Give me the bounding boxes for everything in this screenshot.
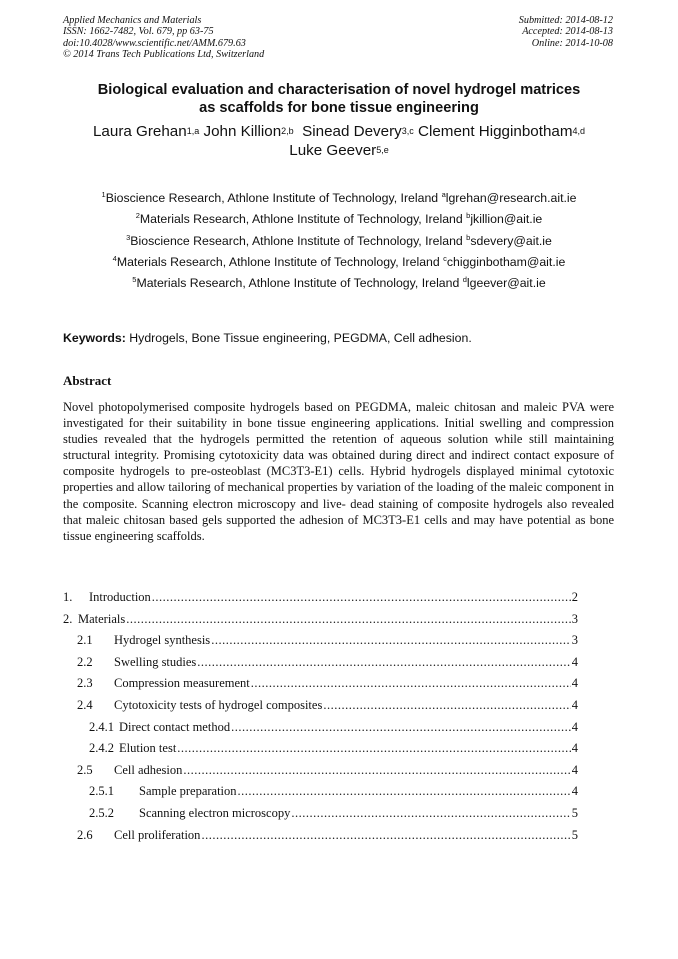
toc-page-number: 4 <box>571 676 578 691</box>
toc-number: 1. <box>63 590 73 604</box>
table-of-contents <box>63 587 578 846</box>
paper-title <box>40 81 638 117</box>
toc-number: 2.2 <box>77 654 93 669</box>
email-letter: b <box>466 232 471 242</box>
toc-leader <box>238 781 571 803</box>
toc-page-number: 5 <box>571 805 578 820</box>
toc-title: Cell proliferation <box>114 827 201 842</box>
toc-title: Sample preparation <box>139 784 237 799</box>
toc-entry-hydrogel-synthesis[interactable] <box>63 630 578 652</box>
toc-leader <box>231 717 571 739</box>
toc-entry-cell-adhesion[interactable] <box>63 760 578 782</box>
title-line-1: Biological evaluation and characterisation of novel hydrogel matrices <box>97 82 581 98</box>
author-list <box>40 123 638 160</box>
toc-leader <box>291 803 570 825</box>
toc-number: 2.5.1 <box>89 784 114 799</box>
email-letter: b <box>466 211 471 221</box>
abstract-body: Novel photopolymerised composite hydrogels based on PEGDMA, maleic chitosan and maleic PVA were investigated for their suitability in bone tissue engineering applications. Initial swelling and compression studies revealed that the hydrogels permitted the retention of aqueous solution while still maintaining structural integrity. Promising cytotoxicity data was obtained during direct and indirect contact exposure of composite hydrogels to pre-osteoblast (MC3T3-E1) cells. Hybrid hydrogels displayed minimal cytotoxic properties and allow tailoring of mechanical properties by variation of the loading of the maleic component in the composite. Scanning electron microscopy and live- dead staining of composite hydrogels also revealed that maleic chitosan based gels supported the adhesion of MC3T3-E1 cells and may have potential as bone tissue engineering scaffolds. <box>63 400 614 543</box>
affiliation-item <box>40 209 638 230</box>
toc-number: 2. <box>63 611 73 626</box>
affiliation-number: 2 <box>135 211 140 221</box>
journal-name: Applied Mechanics and Materials <box>63 15 202 26</box>
online-date: Online: 2014-10-08 <box>531 37 613 49</box>
author-affil-mark: 5,e <box>376 144 389 155</box>
toc-leader <box>177 738 570 760</box>
toc-number: 2.3 <box>77 676 93 691</box>
toc-page-number: 3 <box>571 611 578 626</box>
journal-info <box>63 15 264 61</box>
toc-page-number: 4 <box>571 654 578 669</box>
toc-number: 2.4 <box>77 697 93 712</box>
toc-page-number: 4 <box>571 741 578 756</box>
toc-leader <box>201 825 570 847</box>
toc-entry-sample-preparation[interactable] <box>63 781 578 803</box>
toc-leader <box>211 630 571 652</box>
affiliation-number: 5 <box>132 275 137 285</box>
toc-leader <box>323 695 570 717</box>
toc-entry-scanning-electron-microscopy[interactable] <box>63 803 578 825</box>
title-line-2: as scaffolds for bone tissue engineering <box>199 100 479 116</box>
author-affil-mark: 2,b <box>281 126 294 136</box>
toc-title: Direct contact method <box>119 719 231 734</box>
author-affil-mark: 3,c <box>401 126 414 136</box>
toc-title: Swelling studies <box>114 654 197 669</box>
author-email[interactable]: chigginbotham@ait.ie <box>446 254 566 269</box>
journal-doi: doi:10.4028/www.scientific.net/AMM.679.63 <box>63 37 246 49</box>
affiliation-text: Bioscience Research, Athlone Institute of Technology, Ireland <box>105 191 442 205</box>
toc-title: Elution test <box>119 741 177 756</box>
publication-dates <box>519 15 613 49</box>
toc-title: Cytotoxicity tests of hydrogel composites <box>114 697 323 712</box>
toc-title: Hydrogel synthesis <box>114 633 211 648</box>
affiliation-number: 4 <box>112 253 117 263</box>
author-name: Luke Geever <box>289 141 377 159</box>
journal-copyright: © 2014 Trans Tech Publications Ltd, Switzerland <box>63 49 265 61</box>
author-affil-mark: 1,a <box>186 126 200 136</box>
toc-title: Materials <box>78 611 126 626</box>
toc-leader <box>126 609 571 631</box>
toc-title: Compression measurement <box>114 676 250 691</box>
toc-entry-swelling-studies[interactable] <box>63 652 578 674</box>
affiliation-text: Bioscience Research, Athlone Institute of Technology, Ireland <box>130 233 467 248</box>
toc-leader <box>251 673 571 695</box>
toc-title: Introduction <box>89 590 151 604</box>
author-email[interactable]: lgrehan@research.ait.ie <box>445 191 577 205</box>
affiliation-text: Materials Research, Athlone Institute of Technology, Ireland <box>136 276 463 291</box>
toc-entry-cytotoxicity-tests[interactable] <box>63 695 578 717</box>
toc-title: Cell adhesion <box>114 762 183 777</box>
toc-entry-introduction[interactable] <box>63 587 578 609</box>
author-name: Sinead Devery <box>302 123 402 140</box>
toc-leader <box>152 587 571 609</box>
author-name: Clement Higginbotham <box>418 123 573 140</box>
affiliation-text: Materials Research, Athlone Institute of Technology, Ireland <box>116 254 444 269</box>
toc-number: 2.6 <box>77 827 93 842</box>
author-name: John Killion <box>203 123 282 140</box>
keywords-label: Keywords: <box>63 331 126 345</box>
toc-page-number: 4 <box>571 784 578 799</box>
toc-leader <box>197 652 570 674</box>
keywords-text: Hydrogels, Bone Tissue engineering, PEGDMA, Cell adhesion. <box>125 331 472 345</box>
affiliation-item <box>40 252 638 273</box>
submitted-date: Submitted: 2014-08-12 <box>518 15 613 26</box>
email-letter: c <box>443 253 447 263</box>
author-email[interactable]: lgeever@ait.ie <box>466 276 546 291</box>
author-email[interactable]: sdevery@ait.ie <box>470 233 552 248</box>
authors-line-1 <box>40 123 638 142</box>
toc-entry-elution-test[interactable] <box>63 738 578 760</box>
toc-number: 2.1 <box>77 633 93 648</box>
toc-number: 2.5.2 <box>89 805 114 820</box>
author-affil-mark: 4,d <box>572 126 586 136</box>
toc-number: 2.5 <box>77 762 93 777</box>
toc-page-number: 2 <box>571 590 578 604</box>
affiliation-item <box>40 273 638 294</box>
affiliation-item <box>40 231 638 252</box>
toc-page-number: 4 <box>571 697 578 712</box>
abstract-heading: Abstract <box>63 373 112 388</box>
toc-page-number: 4 <box>571 762 578 777</box>
author-name: Laura Grehan <box>92 123 187 140</box>
affiliation-number: 1 <box>101 190 106 199</box>
accepted-date: Accepted: 2014-08-13 <box>522 26 613 38</box>
toc-entry-compression-measurement[interactable] <box>63 673 578 695</box>
toc-page-number: 3 <box>571 633 578 648</box>
keywords-line <box>63 331 472 345</box>
toc-entry-cell-proliferation[interactable] <box>63 825 578 847</box>
toc-page-number: 4 <box>571 719 578 734</box>
toc-entry-direct-contact-method[interactable] <box>63 717 578 739</box>
authors-line-2 <box>40 142 638 161</box>
toc-number: 2.4.1 <box>89 719 114 734</box>
affiliation-text: Materials Research, Athlone Institute of Technology, Ireland <box>139 212 467 227</box>
affiliation-number: 3 <box>126 232 131 242</box>
toc-entry-materials[interactable] <box>63 609 578 631</box>
journal-issn: ISSN: 1662-7482, Vol. 679, pp 63-75 <box>63 26 214 38</box>
toc-number: 2.4.2 <box>89 741 114 756</box>
email-letter: a <box>441 190 446 199</box>
toc-title: Scanning electron microscopy <box>139 805 291 820</box>
email-letter: d <box>462 275 467 285</box>
affiliation-list <box>40 188 638 294</box>
author-email[interactable]: jkillion@ait.ie <box>470 212 543 227</box>
toc-leader <box>183 760 570 782</box>
affiliation-item <box>40 188 638 209</box>
toc-page-number: 5 <box>571 827 578 842</box>
